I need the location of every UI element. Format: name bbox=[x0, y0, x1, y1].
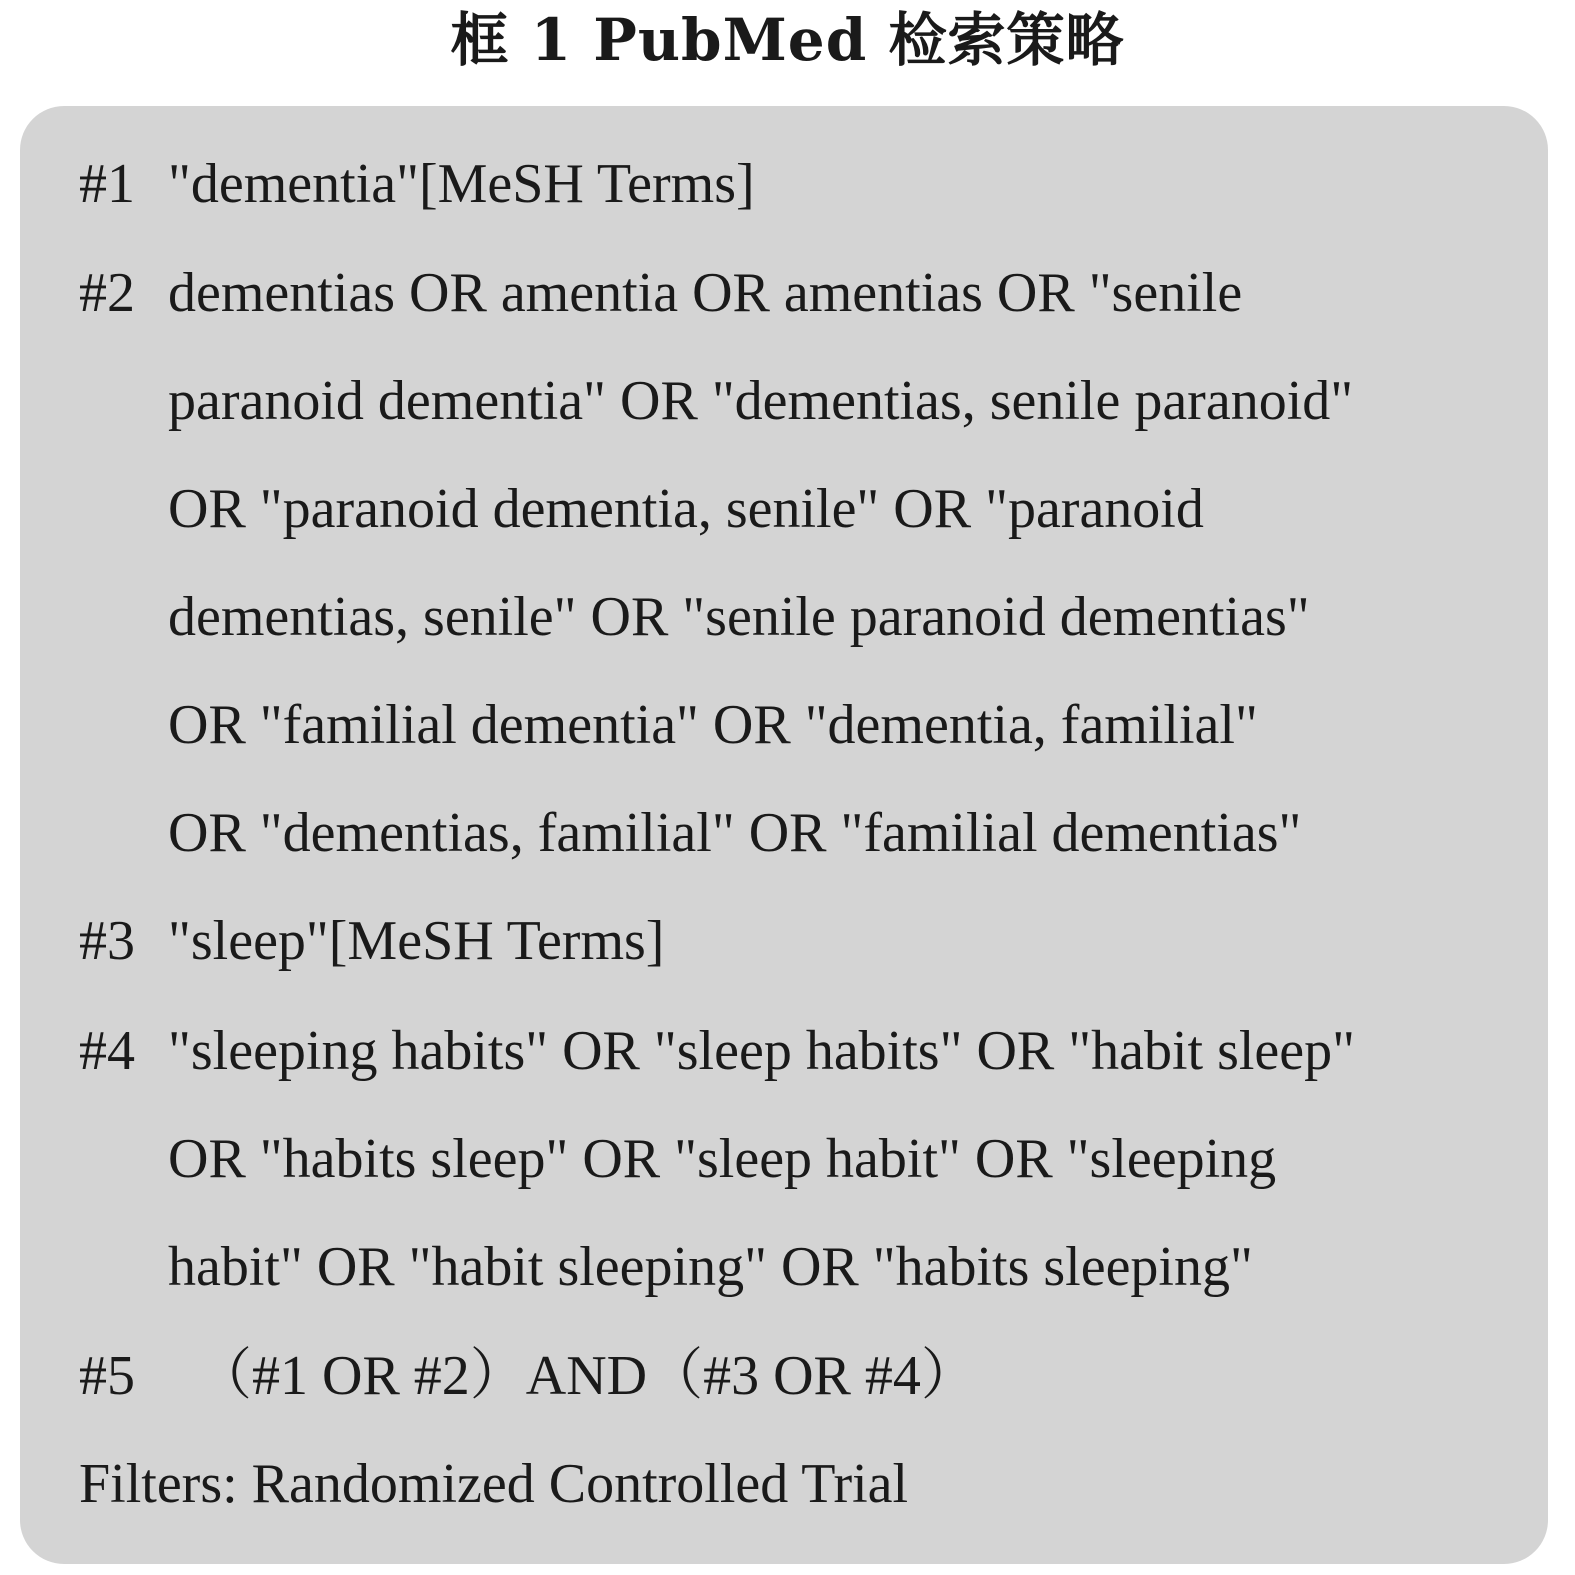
query-3-label: #3 bbox=[79, 910, 135, 972]
query-2-line-2: paranoid dementia" OR "dementias, senile paranoid" bbox=[168, 370, 1354, 432]
query-2-line-6: OR "dementias, familial" OR "familial dementias" bbox=[168, 802, 1302, 864]
query-2-line-5: OR "familial dementia" OR "dementia, familial" bbox=[168, 694, 1258, 756]
query-4-line-2: OR "habits sleep" OR "sleep habit" OR "sleeping bbox=[168, 1128, 1277, 1190]
query-4-label: #4 bbox=[79, 1020, 135, 1082]
query-2-label: #2 bbox=[79, 262, 135, 324]
filters-line: Filters: Randomized Controlled Trial bbox=[79, 1453, 909, 1515]
query-3-line-1: "sleep"[MeSH Terms] bbox=[168, 910, 665, 972]
query-1-line-1: "dementia"[MeSH Terms] bbox=[168, 153, 755, 215]
box-title: 框 1 PubMed 检索策略 bbox=[450, 6, 1125, 74]
query-2-line-4: dementias, senile" OR "senile paranoid dementias" bbox=[168, 586, 1310, 648]
query-4-line-3: habit" OR "habit sleeping" OR "habits sleeping" bbox=[168, 1236, 1253, 1298]
query-2-line-3: OR "paranoid dementia, senile" OR "paranoid bbox=[168, 478, 1204, 540]
query-2-line-1: dementias OR amentia OR amentias OR "senile bbox=[168, 262, 1243, 324]
query-1-label: #1 bbox=[79, 153, 135, 215]
query-5-line-1: （#1 OR #2）AND（#3 OR #4） bbox=[196, 1345, 977, 1407]
query-5-label: #5 bbox=[79, 1345, 135, 1407]
query-4-line-1: "sleeping habits" OR "sleep habits" OR "habit sleep" bbox=[168, 1020, 1355, 1082]
